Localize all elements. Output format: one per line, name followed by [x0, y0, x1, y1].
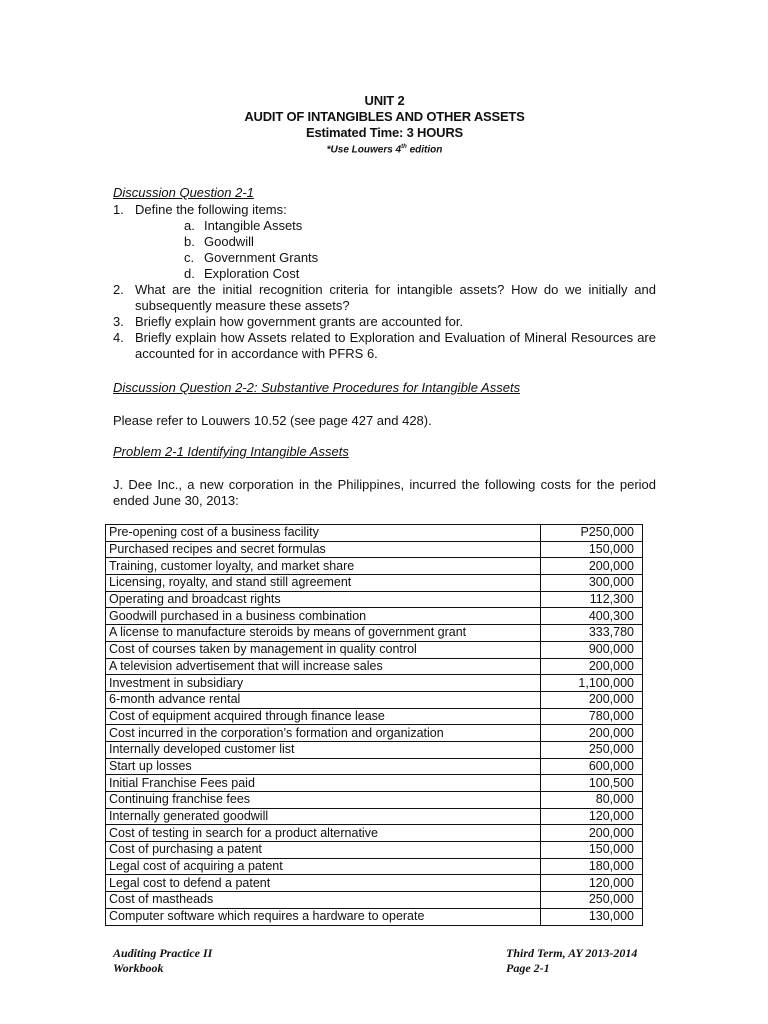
- document-page: [109, 0, 656, 1024]
- cost-amount: 250,000: [541, 741, 643, 758]
- cost-amount: 150,000: [541, 842, 643, 859]
- sub-item: [113, 266, 656, 282]
- cost-item: Initial Franchise Fees paid: [106, 775, 541, 792]
- cost-item: Cost of courses taken by management in quality control: [106, 641, 541, 658]
- costs-table: [105, 524, 643, 926]
- cost-amount: 180,000: [541, 858, 643, 875]
- problem-2-1-title: Problem 2-1 Identifying Intangible Assets: [113, 444, 349, 459]
- cost-amount: 780,000: [541, 708, 643, 725]
- question-number: 3.: [113, 314, 124, 329]
- cost-amount: 200,000: [541, 825, 643, 842]
- cost-amount: 300,000: [541, 575, 643, 592]
- question-item: [113, 330, 656, 362]
- edition-note-suffix: edition: [406, 144, 443, 156]
- sub-item-text: Exploration Cost: [204, 266, 300, 281]
- table-row: [106, 625, 643, 642]
- table-row: [106, 525, 643, 542]
- problem-2-1-text: J. Dee Inc., a new corporation in the Philippines, incurred the following costs for the period ended June 30, 2013:: [113, 477, 656, 508]
- footer-left: [113, 946, 212, 976]
- table-row: [106, 792, 643, 809]
- table-row: [106, 825, 643, 842]
- cost-item: Computer software which requires a hardware to operate: [106, 908, 541, 925]
- question-text: Briefly explain how government grants are accounted for.: [135, 314, 464, 329]
- table-row: [106, 842, 643, 859]
- discussion-question-list: [113, 202, 656, 362]
- cost-amount: P250,000: [541, 525, 643, 542]
- cost-amount: 333,780: [541, 625, 643, 642]
- footer-course: Auditing Practice II: [113, 946, 213, 960]
- cost-amount: 600,000: [541, 758, 643, 775]
- table-row: [106, 558, 643, 575]
- cost-item: 6-month advance rental: [106, 691, 541, 708]
- sub-item-text: Goodwill: [204, 234, 254, 249]
- table-row: [106, 758, 643, 775]
- sub-item: [113, 250, 656, 266]
- cost-item: Legal cost to defend a patent: [106, 875, 541, 892]
- cost-item: Training, customer loyalty, and market share: [106, 558, 541, 575]
- question-text: Briefly explain how Assets related to Exploration and Evaluation of Mineral Resources are accounted for in accordance with PFRS 6.: [135, 330, 656, 361]
- table-row: [106, 541, 643, 558]
- cost-amount: 150,000: [541, 541, 643, 558]
- sub-item-letter: c.: [184, 250, 195, 265]
- cost-amount: 112,300: [541, 591, 643, 608]
- table-row: [106, 741, 643, 758]
- table-row: [106, 675, 643, 692]
- document-title: AUDIT OF INTANGIBLES AND OTHER ASSETS: [244, 109, 525, 124]
- cost-amount: 80,000: [541, 792, 643, 809]
- cost-item: Goodwill purchased in a business combination: [106, 608, 541, 625]
- table-row: [106, 875, 643, 892]
- cost-amount: 120,000: [541, 808, 643, 825]
- table-row: [106, 608, 643, 625]
- footer-term: Third Term, AY 2013-2014: [506, 946, 638, 960]
- cost-item: Cost of purchasing a patent: [106, 842, 541, 859]
- question-text: What are the initial recognition criteria for intangible assets? How do we initially and subsequently measure these assets?: [135, 282, 656, 313]
- edition-note: [113, 141, 656, 156]
- cost-item: Cost of mastheads: [106, 892, 541, 909]
- cost-item: Cost incurred in the corporation’s formation and organization: [106, 725, 541, 742]
- table-row: [106, 775, 643, 792]
- unit-label: UNIT 2: [364, 93, 405, 108]
- table-row: [106, 892, 643, 909]
- sub-item-text: Intangible Assets: [204, 218, 303, 233]
- cost-amount: 100,500: [541, 775, 643, 792]
- table-row: [106, 658, 643, 675]
- cost-item: Start up losses: [106, 758, 541, 775]
- cost-item: Internally generated goodwill: [106, 808, 541, 825]
- question-item: [113, 282, 656, 314]
- cost-item: Cost of equipment acquired through finance lease: [106, 708, 541, 725]
- cost-amount: 200,000: [541, 725, 643, 742]
- footer-page-number: Page 2-1: [506, 961, 550, 975]
- cost-amount: 200,000: [541, 558, 643, 575]
- cost-amount: 1,100,000: [541, 675, 643, 692]
- table-row: [106, 691, 643, 708]
- cost-item: Investment in subsidiary: [106, 675, 541, 692]
- question-item: [113, 202, 656, 218]
- discussion-question-2-2-title: Discussion Question 2-2: Substantive Procedures for Intangible Assets: [113, 380, 521, 395]
- question-item: [113, 314, 656, 330]
- sub-item-letter: d.: [184, 266, 195, 281]
- sub-item: [113, 218, 656, 234]
- cost-item: Operating and broadcast rights: [106, 591, 541, 608]
- question-number: 2.: [113, 282, 124, 297]
- edition-note-text: *Use Louwers 4: [326, 144, 402, 156]
- cost-item: Internally developed customer list: [106, 741, 541, 758]
- cost-item: Continuing franchise fees: [106, 792, 541, 809]
- estimated-time: Estimated Time: 3 HOURS: [306, 125, 463, 140]
- document-header: [113, 93, 656, 156]
- cost-amount: 200,000: [541, 691, 643, 708]
- cost-amount: 400,300: [541, 608, 643, 625]
- cost-amount: 200,000: [541, 658, 643, 675]
- cost-amount: 120,000: [541, 875, 643, 892]
- table-row: [106, 908, 643, 925]
- question-number: 4.: [113, 330, 124, 345]
- cost-item: Licensing, royalty, and stand still agreement: [106, 575, 541, 592]
- cost-item: Pre-opening cost of a business facility: [106, 525, 541, 542]
- question-text: Define the following items:: [135, 202, 287, 217]
- cost-item: Cost of testing in search for a product alternative: [106, 825, 541, 842]
- sub-item-text: Government Grants: [204, 250, 319, 265]
- sub-item-letter: b.: [184, 234, 195, 249]
- cost-amount: 250,000: [541, 892, 643, 909]
- table-row: [106, 725, 643, 742]
- question-number: 1.: [113, 202, 124, 217]
- table-row: [106, 708, 643, 725]
- table-row: [106, 641, 643, 658]
- footer-workbook: Workbook: [113, 961, 164, 975]
- cost-amount: 130,000: [541, 908, 643, 925]
- sub-item-letter: a.: [184, 218, 195, 233]
- cost-item: A television advertisement that will increase sales: [106, 658, 541, 675]
- edition-note-sup: th: [401, 144, 407, 150]
- table-row: [106, 575, 643, 592]
- sub-item: [113, 234, 656, 250]
- discussion-question-2-1-title: Discussion Question 2-1: [113, 185, 254, 200]
- cost-item: A license to manufacture steroids by means of government grant: [106, 625, 541, 642]
- cost-amount: 900,000: [541, 641, 643, 658]
- discussion-question-2-2-text: Please refer to Louwers 10.52 (see page 427 and 428).: [113, 413, 432, 428]
- footer-right: [506, 946, 656, 976]
- table-row: [106, 808, 643, 825]
- table-row: [106, 858, 643, 875]
- cost-item: Legal cost of acquiring a patent: [106, 858, 541, 875]
- table-row: [106, 591, 643, 608]
- cost-item: Purchased recipes and secret formulas: [106, 541, 541, 558]
